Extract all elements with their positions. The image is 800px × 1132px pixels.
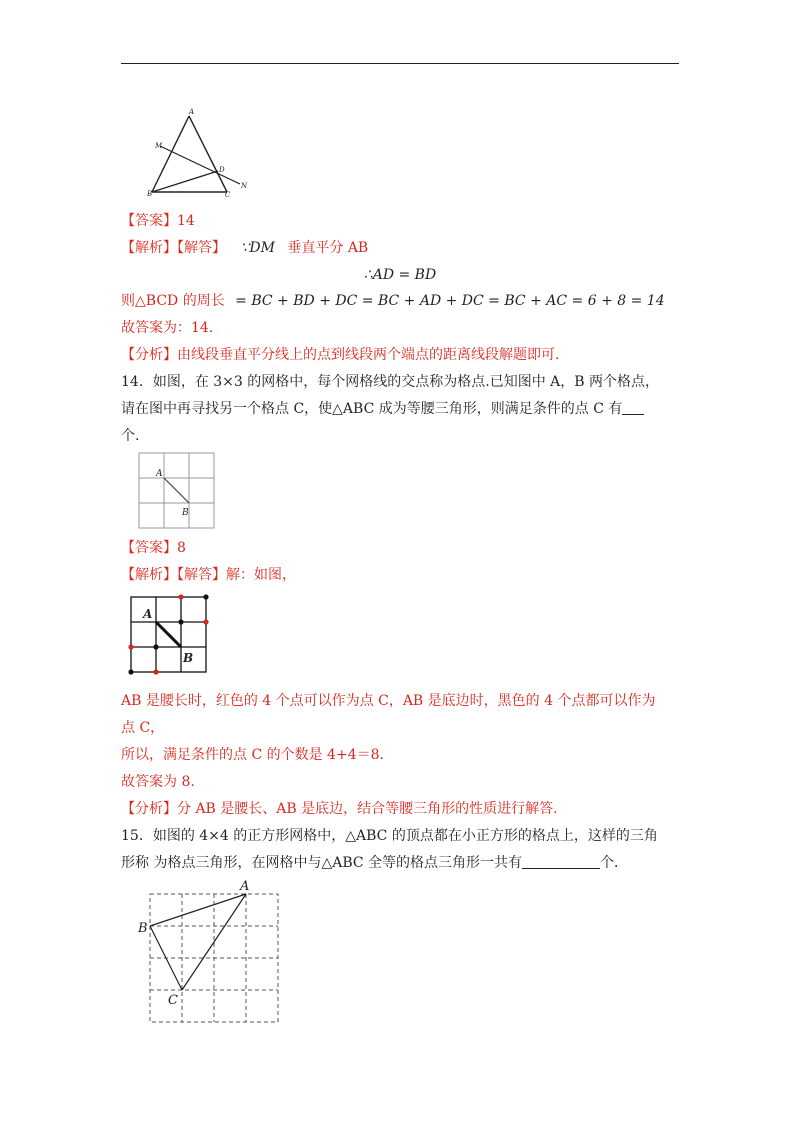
q14-fenxi: 【分析】分 AB 是腰长、AB 是底边，结合等腰三角形的性质进行解答. <box>121 801 558 817</box>
grid-figure-q14 <box>138 452 218 530</box>
label-B: B <box>147 190 153 198</box>
q14-line1: 14．如图，在 3×3 的网格中，每个网格线的交点称为格点.已知图中 A，B 两个格点， <box>121 374 660 390</box>
grid-solution-figure-q14 <box>128 594 210 676</box>
label-C: C <box>168 993 178 1008</box>
label-M: M <box>155 142 163 150</box>
grid-figure-q15 <box>135 876 285 1026</box>
q14-expl1: AB 是腰长时，红色的 4 个点可以作为点 C，AB 是底边时，黑色的 4 个点都可以作为 <box>121 693 656 709</box>
triangle-figure-q13 <box>145 108 255 198</box>
q14-line3: 个. <box>121 428 140 444</box>
q14-analysis: 【解析】【解答】解：如图， <box>121 567 296 583</box>
answer-blank <box>622 400 644 415</box>
label-C: C <box>225 191 231 199</box>
label-A: A <box>156 469 163 479</box>
q14-answer: 【答案】8 <box>121 540 186 556</box>
q13-fenxi: 【分析】由线段垂直平分线上的点到线段两个端点的距离线段解题即可. <box>121 347 560 363</box>
label-D: D <box>219 166 225 174</box>
label-B: B <box>138 921 148 936</box>
answer-blank <box>522 854 600 869</box>
q14-line2 <box>121 399 644 419</box>
q14-expl2: 点 C， <box>121 720 165 736</box>
q13-perimeter <box>121 291 665 311</box>
q14-expl3: 所以，满足条件的点 C 的个数是 4+4＝8. <box>121 747 384 763</box>
q14-line2-text: 请在图中再寻找另一个格点 C，使△ABC 成为等腰三角形，则满足条件的点 C 有 <box>121 401 623 417</box>
label-A: A <box>143 607 153 621</box>
label-A: A <box>240 879 250 894</box>
perimeter-label: 则△BCD 的周长 <box>121 293 225 309</box>
q15-line1: 15．如图的 4×4 的正方形网格中，△ABC 的顶点都在小正方形的格点上，这样的三角 <box>121 828 658 844</box>
q15-line2-text: 形称 为格点三角形，在网格中与△ABC 全等的格点三角形一共有 <box>121 855 523 871</box>
analysis-math: ∵DM <box>240 240 275 256</box>
q15-line2 <box>121 853 628 873</box>
analysis-text: 垂直平分 AB <box>287 240 369 256</box>
q13-answer: 【答案】14 <box>121 213 195 229</box>
label-B: B <box>182 508 189 518</box>
label-B: B <box>183 651 194 665</box>
analysis-prefix: 【解析】【解答】 <box>121 240 226 256</box>
q14-result: 故答案为 8. <box>121 774 195 790</box>
label-N: N <box>241 182 248 190</box>
header-rule <box>121 63 679 64</box>
q13-therefore: ∴AD = BD <box>363 267 437 283</box>
q13-result: 故答案为：14. <box>121 320 214 336</box>
q15-line2-end: 个． <box>600 855 629 871</box>
perimeter-math: = BC + BD + DC = BC + AD + DC = BC + AC = 6 + 8 = 14 <box>235 293 665 309</box>
label-A: A <box>189 108 195 116</box>
q13-analysis <box>121 238 368 258</box>
